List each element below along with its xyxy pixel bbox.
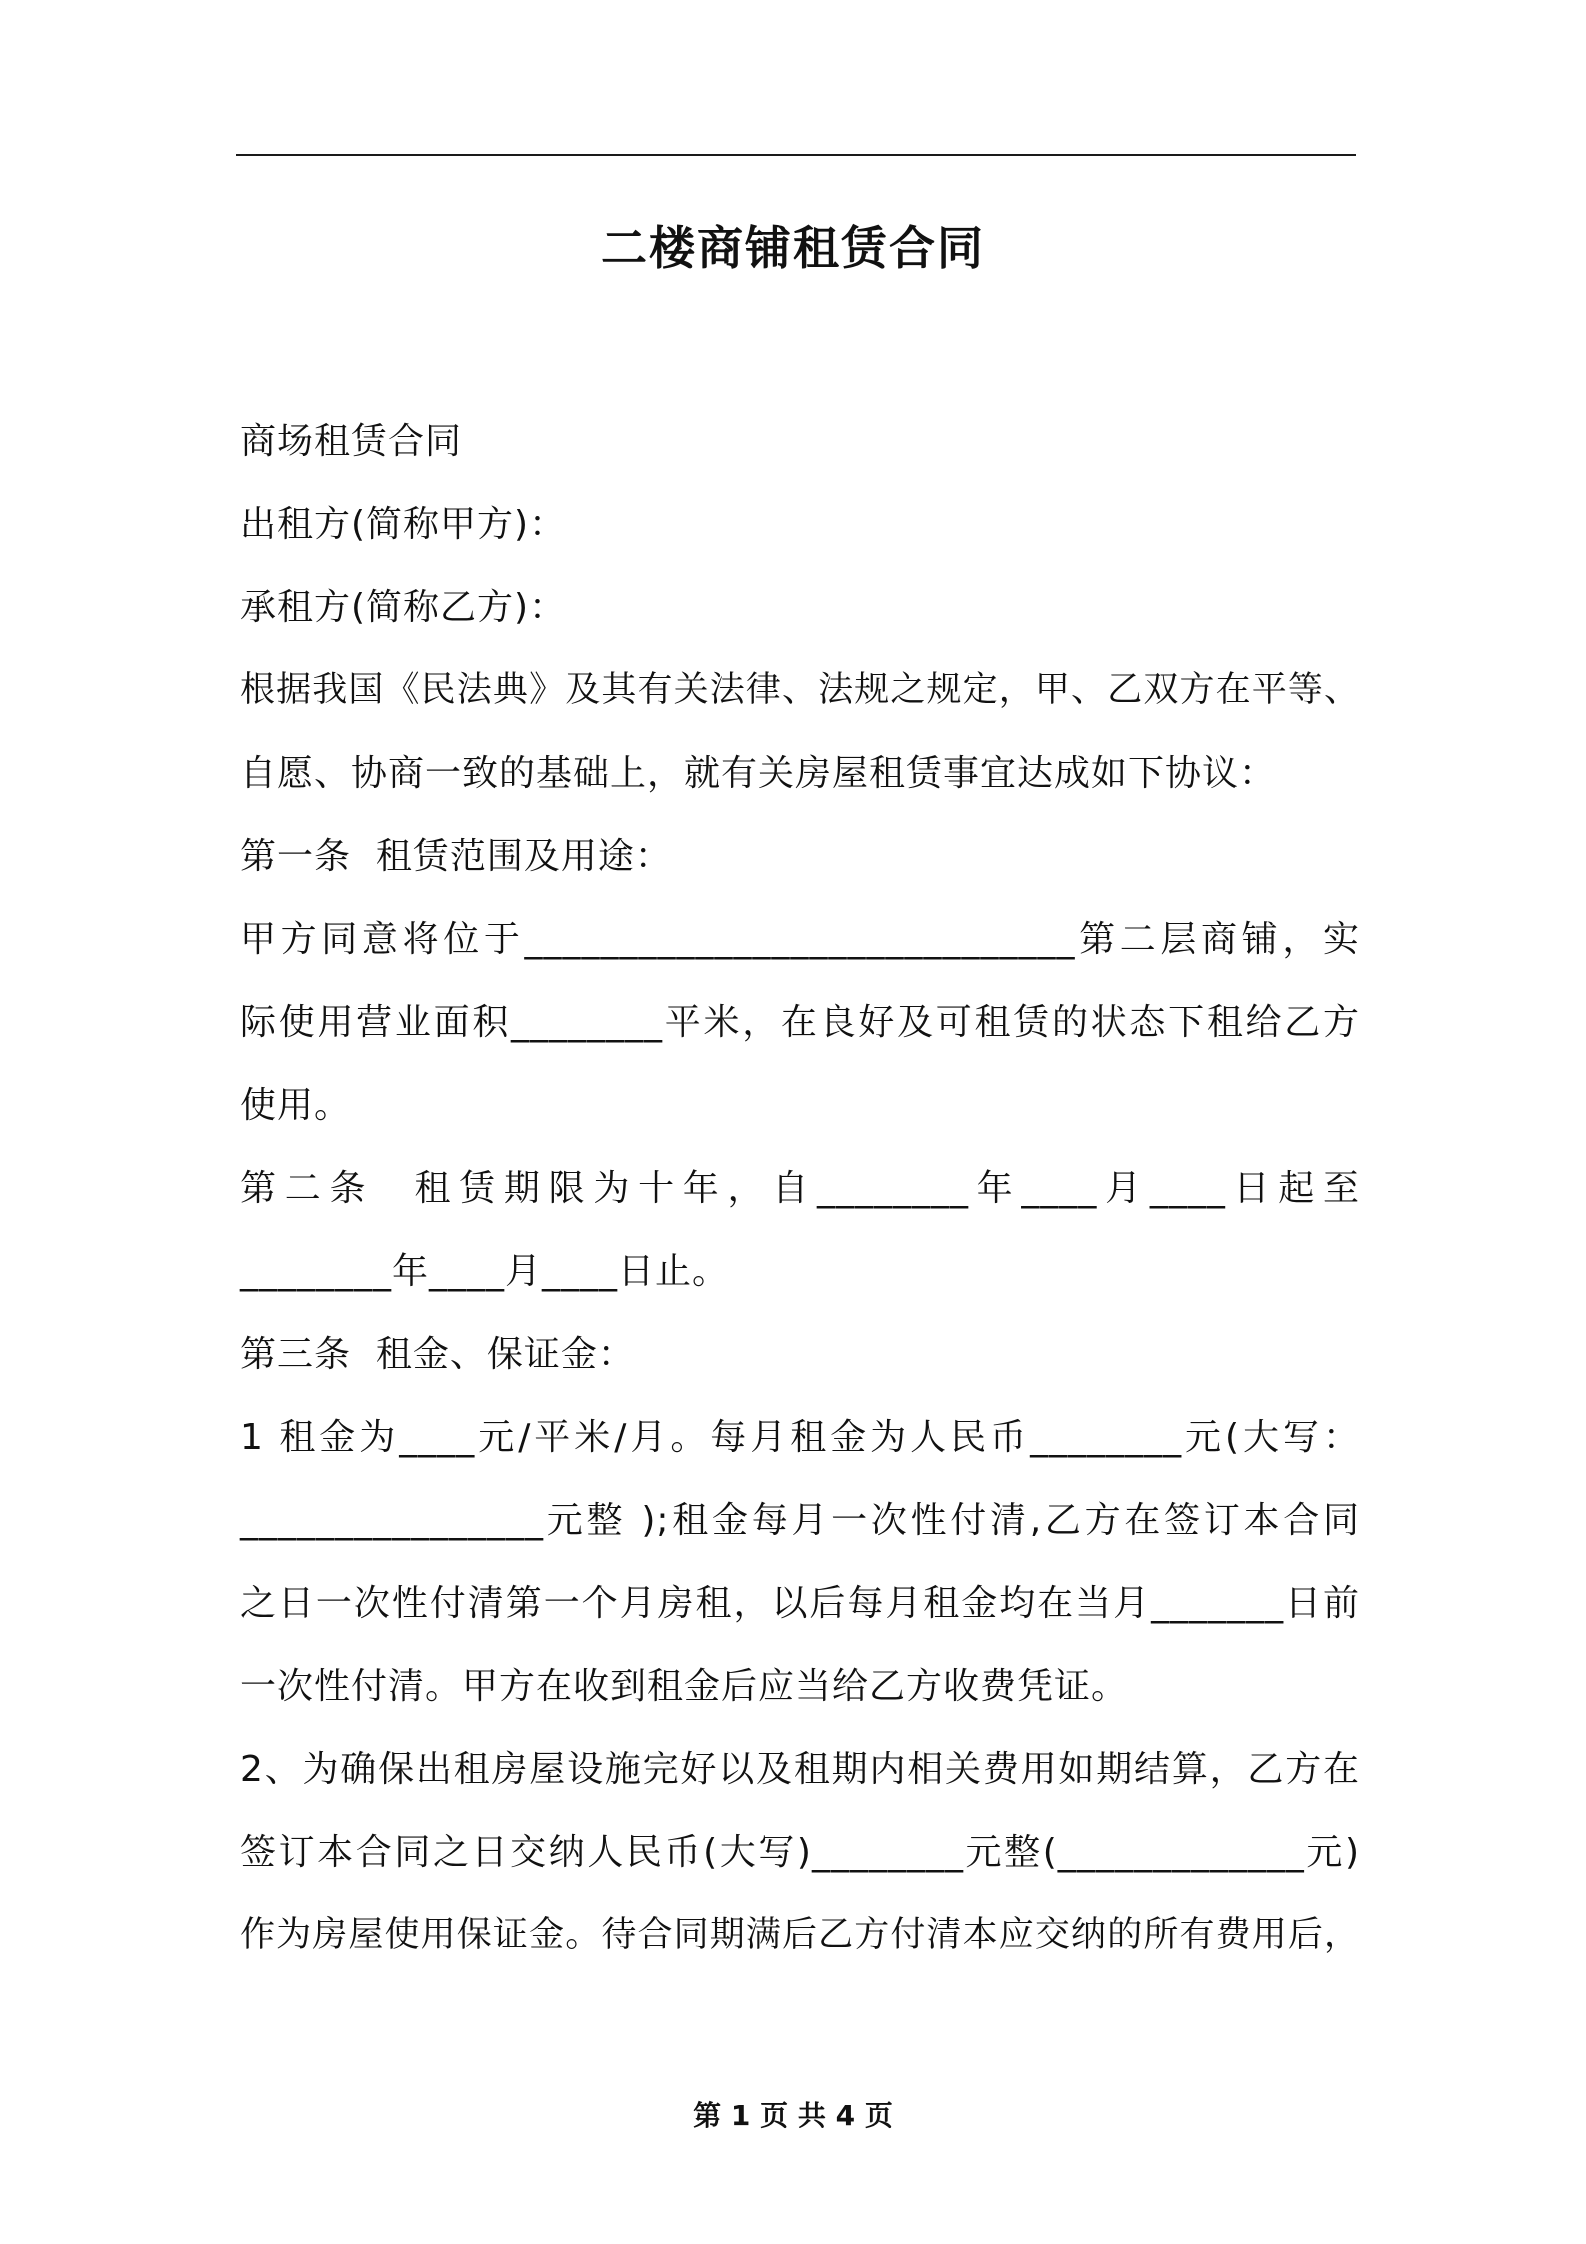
paragraph-line: ________________元整 );租金每月一次性付清,乙方在签订本合同 xyxy=(240,1500,1360,1541)
paragraph-line: 之日一次性付清第一个月房租，以后每月租金均在当月_______日前 xyxy=(240,1583,1360,1624)
paragraph-line: 作为房屋使用保证金。待合同期满后乙方付清本应交纳的所有费用后， xyxy=(240,1915,1360,1955)
document-title: 二楼商铺租赁合同 xyxy=(601,221,985,275)
document-body xyxy=(240,400,1360,1977)
paragraph-line: 出租方(简称甲方)： xyxy=(240,504,567,545)
page-footer: 第 1 页 共 4 页 xyxy=(693,2099,893,2132)
paragraph-line: 甲方同意将位于_____________________________第二层商铺，实 xyxy=(240,919,1360,960)
paragraph-line: 签订本合同之日交纳人民币(大写)________元整(_____________元) xyxy=(240,1832,1360,1873)
paragraph-line: ________年____月____日止。 xyxy=(240,1251,730,1292)
paragraph-line: 第一条 租赁范围及用途： xyxy=(240,836,672,877)
paragraph-line: 第三条 租金、保证金： xyxy=(240,1334,635,1375)
paragraph-line: 2、为确保出租房屋设施完好以及租期内相关费用如期结算，乙方在 xyxy=(240,1749,1360,1790)
paragraph-line: 1 租金为____元/平米/月。每月租金为人民币________元(大写： xyxy=(240,1417,1360,1458)
paragraph-line: 承租方(简称乙方)： xyxy=(240,587,567,628)
paragraph-line: 第二条 租赁期限为十年，自________年____月____日起至 xyxy=(240,1168,1360,1209)
paragraph-line: 一次性付清。甲方在收到租金后应当给乙方收费凭证。 xyxy=(240,1666,1129,1707)
paragraph-line: 自愿、协商一致的基础上，就有关房屋租赁事宜达成如下协议： xyxy=(240,753,1277,794)
paragraph-line: 商场租赁合同 xyxy=(240,421,463,462)
paragraph-line: 际使用营业面积________平米，在良好及可租赁的状态下租给乙方 xyxy=(240,1002,1360,1043)
paragraph-line: 使用。 xyxy=(240,1085,352,1126)
header-rule xyxy=(236,154,1356,156)
paragraph-line: 根据我国《民法典》及其有关法律、法规之规定，甲、乙双方在平等、 xyxy=(240,670,1360,710)
